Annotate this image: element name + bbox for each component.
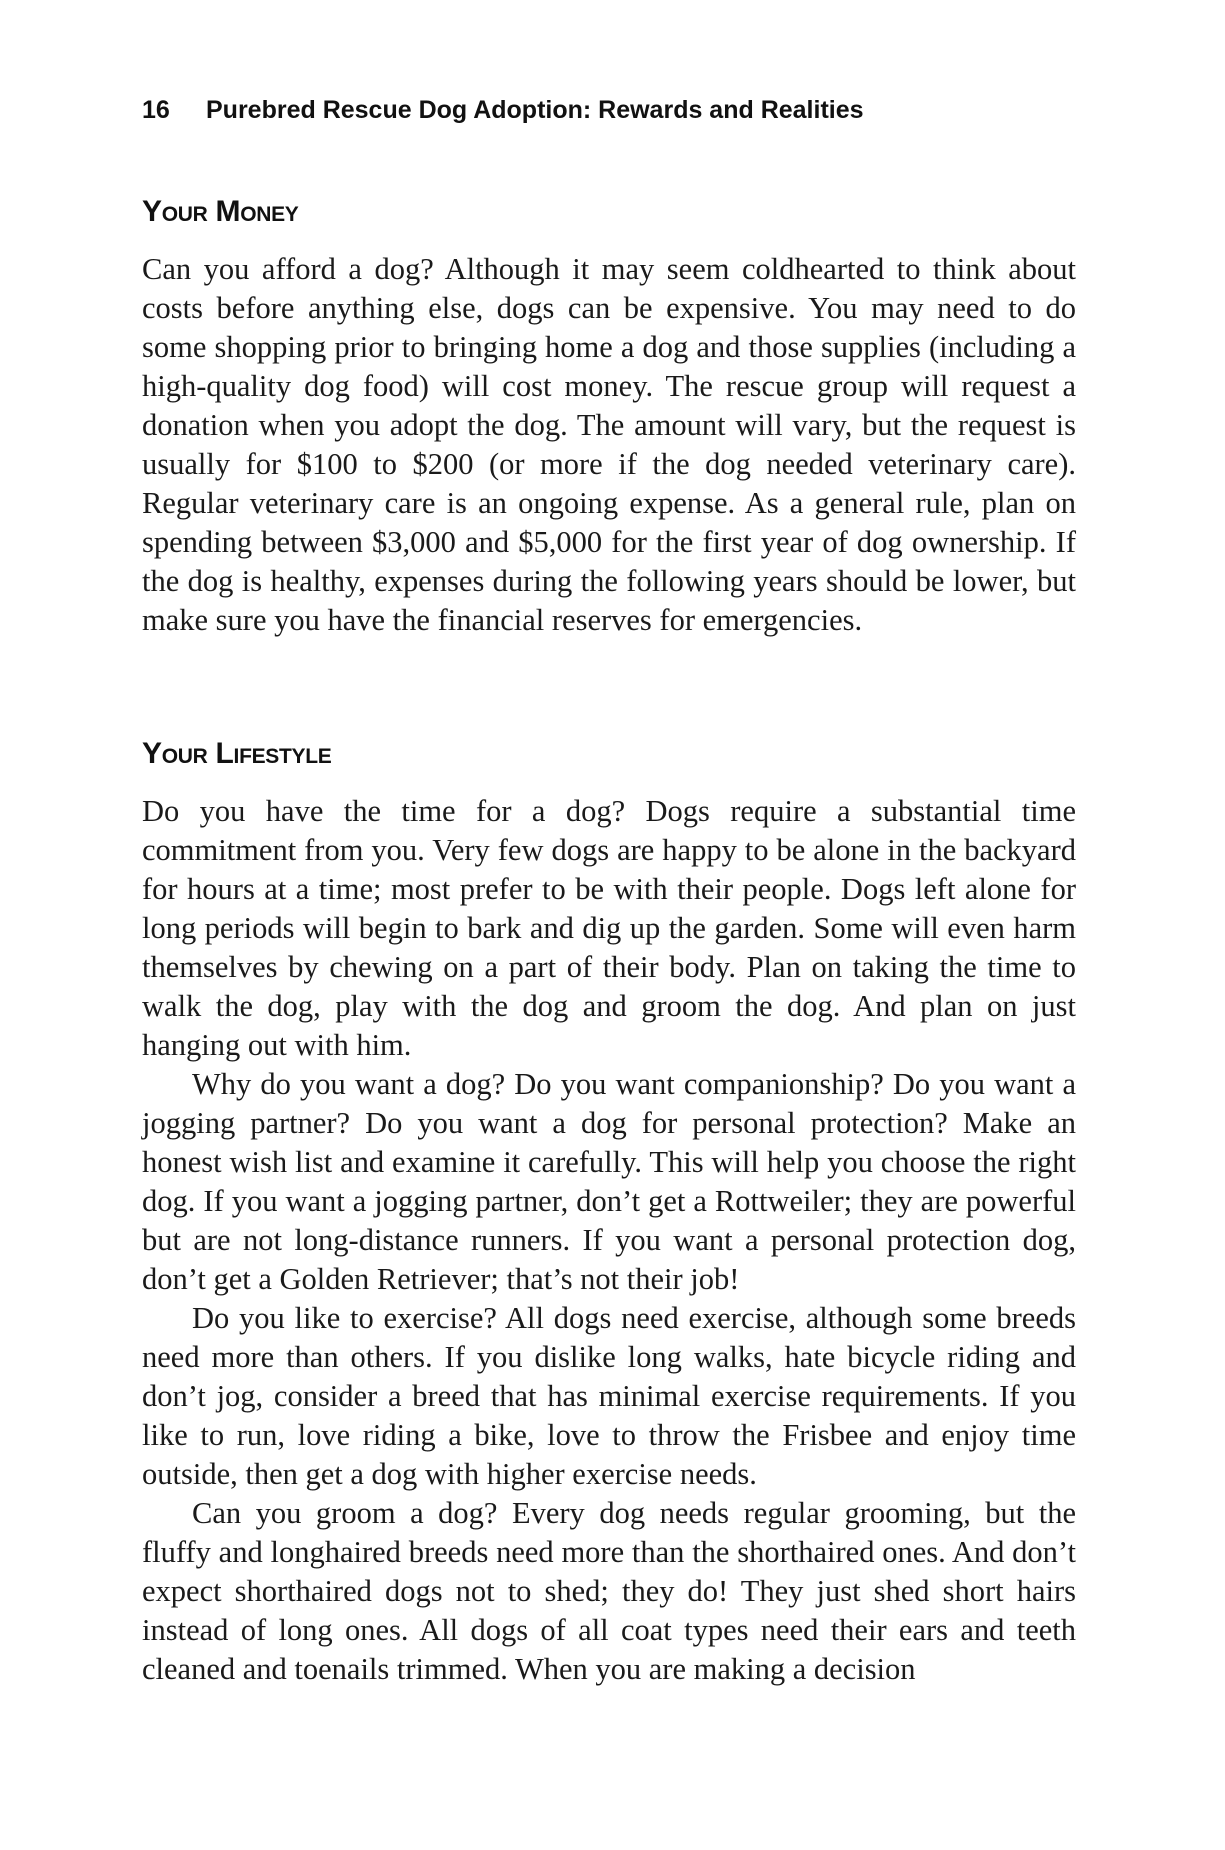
section-heading: Your Lifestyle xyxy=(142,737,332,770)
section-your-money xyxy=(142,194,1076,640)
section-heading: Your Money xyxy=(142,195,299,228)
paragraph: Can you groom a dog? Every dog needs regular grooming, but the fluffy and longhaired breeds need more than the shorthaired ones. And don’t expect shorthaired dogs not to shed; they do! They just shed short hairs instead of long ones. All dogs of all coat types need their ears and teeth cleaned and toenails trimmed. When you are making a decision xyxy=(142,1496,1076,1686)
page-number: 16 xyxy=(142,96,170,124)
paragraph: Can you afford a dog? Although it may seem coldhearted to think about costs before anything else, dogs can be expensive. You may need to do some shopping prior to bringing home a dog and those supplies (including a high-quality dog food) will cost money. The rescue group will request a donation when you adopt the dog. The amount will vary, but the request is usually for $100 to $200 (or more if the dog needed veterinary care). Regular veterinary care is an ongoing expense. As a general rule, plan on spending between $3,000 and $5,000 for the first year of dog ownership. If the dog is healthy, expenses during the following years should be lower, but make sure you have the financial reserves for emergencies. xyxy=(142,252,1076,637)
book-title: Purebred Rescue Dog Adoption: Rewards and Realities xyxy=(206,96,864,124)
paragraph: Do you have the time for a dog? Dogs require a substantial time commitment from you. Very few dogs are happy to be alone in the backyard for hours at a time; most prefer to be with their people. Dogs left alone for long periods will begin to bark and dig up the garden. Some will even harm themselves by chewing on a part of their body. Plan on taking the time to walk the dog, play with the dog and groom the dog. And plan on just hanging out with him. xyxy=(142,794,1076,1062)
running-head xyxy=(142,96,864,125)
paragraph: Why do you want a dog? Do you want companionship? Do you want a jogging partner? Do you want a dog for personal protection? Make an honest wish list and examine it carefully. This will help you choose the right dog. If you want a jogging partner, don’t get a Rottweiler; they are powerful but are not long-distance runners. If you want a personal protection dog, don’t get a Golden Retriever; that’s not their job! xyxy=(142,1067,1076,1296)
paragraph: Do you like to exercise? All dogs need exercise, although some breeds need more than others. If you dislike long walks, hate bicycle riding and don’t jog, consider a breed that has minimal exercise requirements. If you like to run, love riding a bike, love to throw the Frisbee and enjoy time outside, then get a dog with higher exercise needs. xyxy=(142,1301,1076,1491)
section-your-lifestyle xyxy=(142,736,1076,1689)
